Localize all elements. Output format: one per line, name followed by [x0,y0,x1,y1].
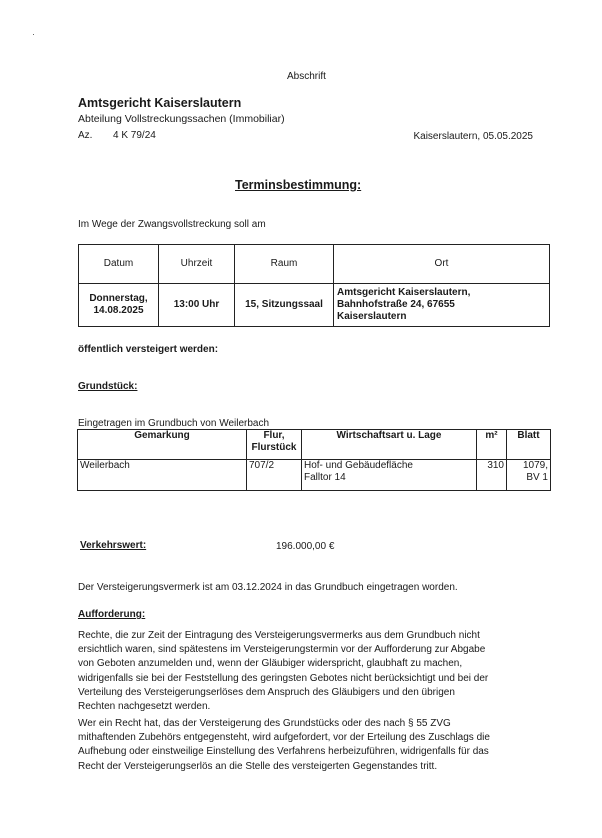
header-ort: Ort [334,245,550,284]
termin-header-row [79,245,550,284]
para2-line: Recht der Versteigerungserlös an die Stelle des versteigerten Gegenstandes tritt. [78,760,438,772]
aufforderung-heading: Aufforderung: [78,609,146,620]
grundstueck-heading: Grundstück: [78,381,138,392]
verkehrswert-label: Verkehrswert: [80,540,147,551]
scan-speck [33,34,34,35]
para1-line: Rechte, die zur Zeit der Eintragung des Versteigerungsvermerks aus dem Grundbuch nicht [78,630,480,641]
verkehrswert-value: 196.000,00 € [276,541,335,552]
ort-line-3: Kaiserslautern [337,311,407,322]
court-department: Abteilung Vollstreckungssachen (Immobiliar) [78,113,285,125]
termin-uhrzeit: 13:00 Uhr [159,284,235,327]
para2-line: mithaftenden Zubehörs entgegensteht, wird aufgefordert, vor der Erteilung des Zuschlags die [78,732,490,744]
cell-flur: 707/2 [247,460,302,491]
para1-line: Rechten nachgesetzt werden. [78,701,211,713]
versteigert-text: öffentlich versteigert werden: [78,344,219,355]
para1-line: ersichtlich waren, sind spätestens im Versteigerungstermin vor der Aufforderung zur Abgabe [78,644,486,656]
abschrift-label: Abschrift [287,71,326,82]
termin-ort [334,284,550,327]
termin-weekday: Donnerstag, [89,293,148,304]
termin-raum: 15, Sitzungssaal [235,284,334,327]
wirtschaft-line-1: Hof- und Gebäudefläche [304,460,413,471]
blatt-line-2: BV 1 [526,472,548,483]
para1-line: von Geboten anzumelden und, wenn der Gläubiger widerspricht, glaubhaft zu machen, [78,658,463,670]
wirtschaft-line-2: Falltor 14 [304,472,346,483]
court-name: Amtsgericht Kaiserslautern [78,96,242,110]
header-gemarkung: Gemarkung [78,430,247,460]
place-date: Kaiserslautern, 05.05.2025 [413,131,533,142]
para1-line: widrigenfalls sie bei der Feststellung des geringsten Gebotes nicht berücksichtigt und bei der [78,672,489,684]
header-flur-line-2: Flurstück [251,442,297,453]
header-blatt: Blatt [507,430,551,460]
paragraph-rechte [78,629,548,714]
grundbuch-caption: Eingetragen im Grundbuch von Weilerbach [78,418,270,429]
az-value: 4 K 79/24 [113,130,156,141]
blatt-line-1: 1079, [522,460,548,471]
header-datum: Datum [79,245,159,284]
para2-line: Aufhebung oder einstweilige Einstellung des Verfahrens herbeizuführen, widrigenfalls für das [78,746,489,758]
intro-text: Im Wege der Zwangsvollstreckung soll am [78,219,266,230]
grundstueck-table [77,429,551,491]
cell-wirtschaftsart [302,460,477,491]
header-uhrzeit: Uhrzeit [159,245,235,284]
cell-m2: 310 [477,460,507,491]
grund-header-row [78,430,551,460]
ort-line-2: Bahnhofstraße 24, 67655 [337,299,455,310]
az-label: Az. [78,130,93,141]
header-raum: Raum [235,245,334,284]
termin-value-row [79,284,550,327]
paragraph-wer-ein-recht [78,717,548,774]
para1-line: Verteilung des Versteigerungserlöses dem Anspruch des Gläubigers und den übrigen [78,686,455,698]
document-title: Terminsbestimmung: [235,178,362,192]
header-flur-line-1: Flur, [263,430,285,441]
header-wirtschaftsart: Wirtschaftsart u. Lage [302,430,477,460]
termin-table [78,244,550,327]
vermerk-text: Der Versteigerungsvermerk ist am 03.12.2024 in das Grundbuch eingetragen worden. [78,582,458,593]
para2-line: Wer ein Recht hat, das der Versteigerung des Grundstücks oder des nach § 55 ZVG [78,718,451,729]
header-flur [247,430,302,460]
cell-blatt [507,460,551,491]
grund-data-row [78,460,551,491]
ort-line-1: Amtsgericht Kaiserslautern, [337,287,471,298]
termin-datum [79,284,159,327]
header-m2: m² [477,430,507,460]
cell-gemarkung: Weilerbach [78,460,247,491]
termin-date: 14.08.2025 [93,305,144,316]
